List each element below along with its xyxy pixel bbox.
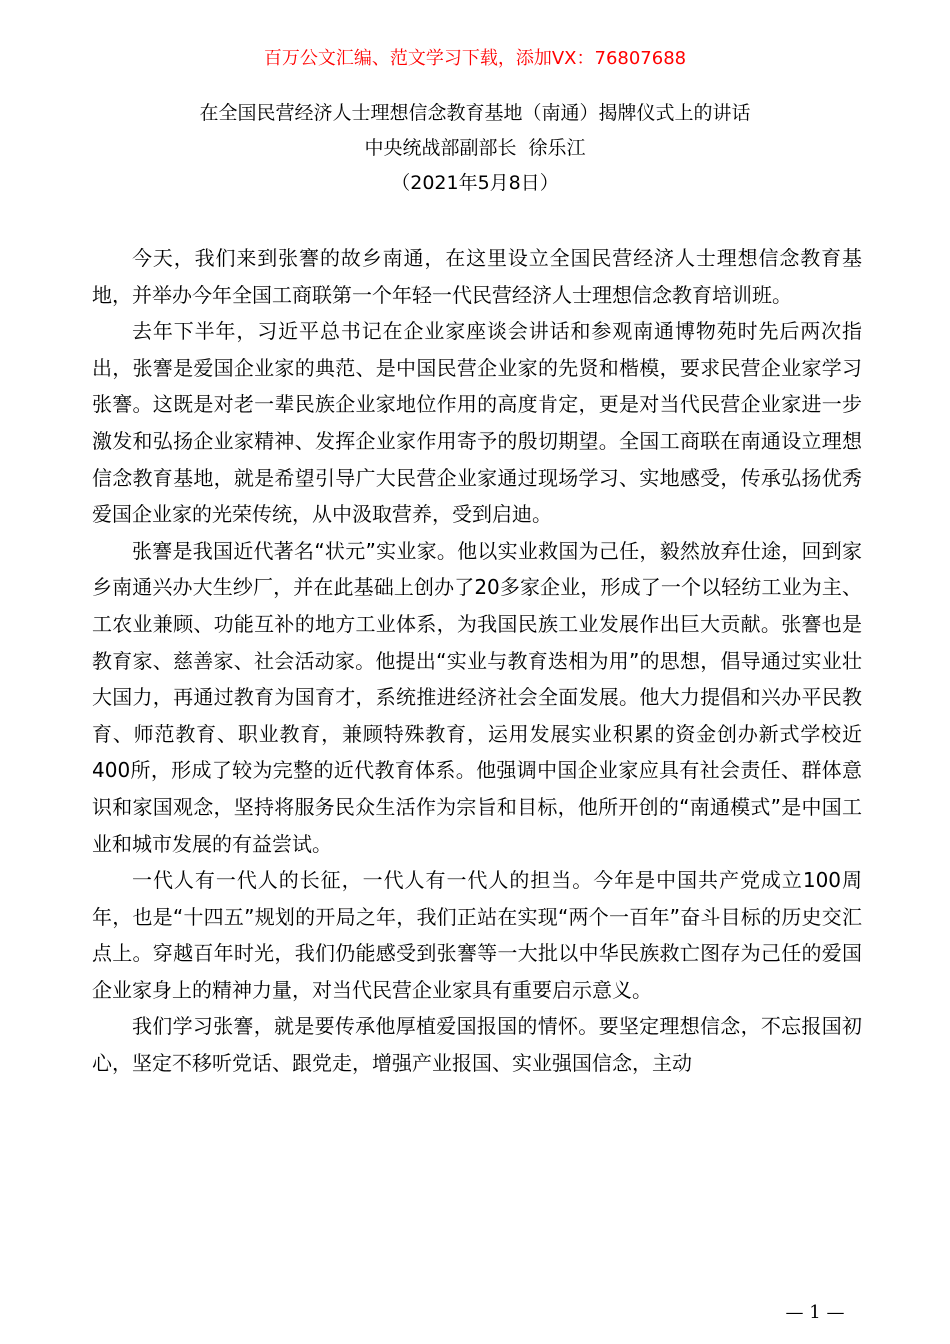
title-block xyxy=(0,98,950,203)
paragraph: 去年下半年，习近平总书记在企业家座谈会讲话和参观南通博物苑时先后两次指出，张謇是爱国企业家的典范、是中国民营企业家的先贤和楷模，要求民营企业家学习张謇。这既是对老一辈民族企业家地位作用的高度肯定，更是对当代民营企业家进一步激发和弘扬企业家精神、发挥企业家作用寄予的殷切期望。全国工商联在南通设立理想信念教育基地，就是希望引导广大民营企业家通过现场学习、实地感受，传承弘扬优秀爱国企业家的光荣传统，从中汲取营养，受到启迪。 xyxy=(92,319,862,527)
paragraph: 今天，我们来到张謇的故乡南通，在这里设立全国民营经济人士理想信念教育基地，并举办今年全国工商联第一个年轻一代民营经济人士理想信念教育培训班。 xyxy=(92,246,862,307)
paragraph: 一代人有一代人的长征，一代人有一代人的担当。今年是中国共产党成立100周年，也是“十四五”规划的开局之年，我们正站在实现“两个一百年”奋斗目标的历史交汇点上。穿越百年时光，我们仍能感受到张謇等一大批以中华民族救亡图存为己任的爱国企业家身上的精神力量，对当代民营企业家具有重要启示意义。 xyxy=(92,868,862,1002)
paragraph: 我们学习张謇，就是要传承他厚植爱国报国的情怀。要坚定理想信念，不忘报国初心，坚定不移听党话、跟党走，增强产业报国、实业强国信念，主动 xyxy=(92,1014,862,1076)
speech-date: （2021年5月8日） xyxy=(391,172,559,194)
speech-title: 在全国民营经济人士理想信念教育基地（南通）揭牌仪式上的讲话 xyxy=(199,102,751,124)
speech-body xyxy=(92,240,862,1082)
page-number: — 1 — xyxy=(785,1302,845,1323)
speaker-line: 中央统战部副部长 徐乐江 xyxy=(364,137,586,159)
paragraph: 张謇是我国近代著名“状元”实业家。他以实业救国为己任，毅然放弃仕途，回到家乡南通兴办大生纱厂，并在此基础上创办了20多家企业，形成了一个以轻纺工业为主、工农业兼顾、功能互补的地方工业体系，为我国民族工业发展作出巨大贡献。张謇也是教育家、慈善家、社会活动家。他提出“实业与教育迭相为用”的思想，倡导通过实业壮大国力，再通过教育为国育才，系统推进经济社会全面发展。他大力提倡和兴办平民教育、师范教育、职业教育，兼顾特殊教育，运用发展实业积累的资金创办新式学校近400所，形成了较为完整的近代教育体系。他强调中国企业家应具有社会责任、群体意识和家国观念，坚持将服务民众生活作为宗旨和目标，他所开创的“南通模式”是中国工业和城市发展的有益尝试。 xyxy=(92,538,862,856)
promo-banner: 百万公文汇编、范文学习下载，添加VX：76807688 xyxy=(263,48,687,69)
